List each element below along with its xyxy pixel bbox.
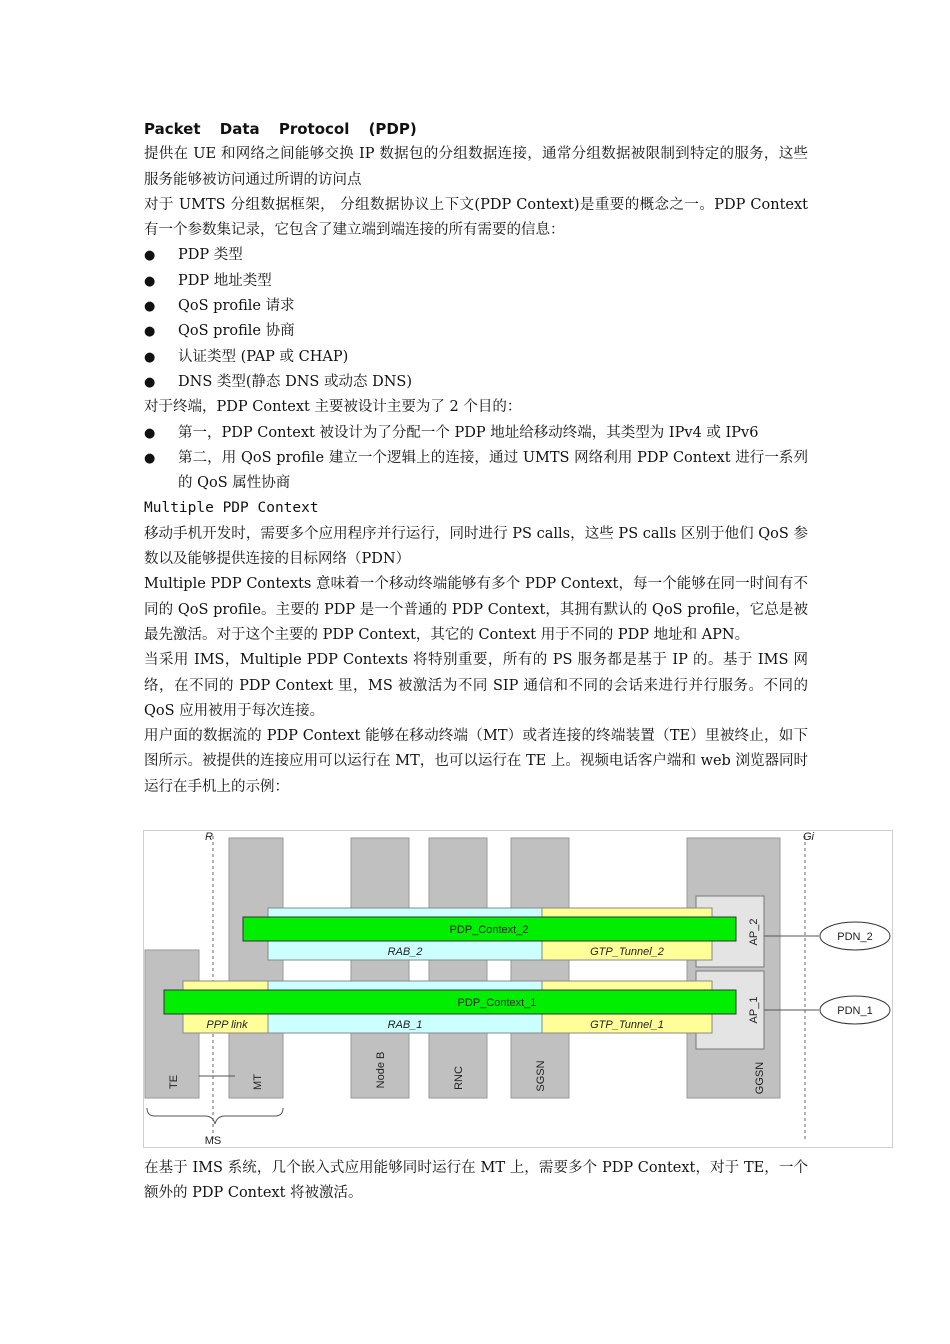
mt-node	[229, 838, 283, 1098]
subheading-multiple-pdp: Multiple PDP Context	[144, 500, 319, 517]
purpose-list	[144, 421, 808, 497]
paragraph-ps-calls: 移动手机开发时，需要多个应用程序并行运行，同时进行 PS calls，这些 PS calls 区别于他们 QoS 参数以及能够提供连接的目标网络（PDN）	[144, 525, 808, 568]
list-item: ● PDP 类型	[144, 243, 808, 268]
section-title: Packet Data Protocol (PDP)	[144, 120, 417, 138]
paragraph-ims: 当采用 IMS，Multiple PDP Contexts 将特别重要，所有的 PS 服务都是基于 IP 的。基于 IMS 网络，在不同的 PDP Context 里，MS 被激活为不同 SIP 通信和不同的会话来进行并行服务。不同的 QoS 应用被用于每次连接。	[144, 652, 808, 719]
bullet-icon: ●	[144, 248, 156, 264]
nodeb-label: Node B	[375, 1051, 387, 1089]
bullet-icon: ●	[144, 425, 156, 441]
list-item: ● QoS profile 协商	[144, 319, 808, 344]
mt-label: MT	[252, 1074, 264, 1090]
interface-r-label: R	[205, 831, 213, 843]
ggsn-node	[687, 838, 780, 1098]
sgsn-node	[511, 838, 569, 1098]
parameter-list	[144, 243, 808, 395]
ms-label: MS	[204, 1135, 222, 1147]
gtp2-label: GTP_Tunnel_2	[590, 946, 664, 958]
list-item: ● QoS profile 请求	[144, 294, 808, 319]
te-label: TE	[168, 1074, 180, 1090]
bullet-icon: ●	[144, 299, 156, 315]
pdp-context-1-bar	[164, 990, 736, 1014]
bullet-icon: ●	[144, 374, 156, 390]
list-item: ● PDP 地址类型	[144, 269, 808, 294]
ggsn-label: GGSN	[754, 1061, 766, 1095]
ap2-label: AP_2	[748, 918, 760, 946]
bullet-icon: ●	[144, 349, 156, 365]
rnc-node	[429, 838, 487, 1098]
ppp-link-label: PPP link	[206, 1019, 248, 1031]
list-item: ● 第二，用 QoS profile 建立一个逻辑上的连接，通过 UMTS 网络利用 PDP Context 进行一系列的 QoS 属性协商	[144, 446, 808, 497]
rab1-label: RAB_1	[387, 1019, 423, 1031]
paragraph-purposes: 对于终端，PDP Context 主要被设计主要为了 2 个目的：	[144, 399, 522, 416]
paragraph-intro: 提供在 UE 和网络之间能够交换 IP 数据包的分组数据连接，通常分组数据被限制到特定的服务，这些服务能够被访问通过所谓的访问点	[144, 146, 808, 188]
rnc-label: RNC	[453, 1066, 465, 1090]
bullet-icon: ●	[144, 450, 156, 466]
pdn1-label: PDN_1	[837, 1005, 873, 1017]
list-item: ● DNS 类型(静态 DNS 或动态 DNS)	[144, 370, 808, 395]
list-item: ● 第一，PDP Context 被设计为了分配一个 PDP 地址给移动终端，其类型为 IPv4 或 IPv6	[144, 421, 808, 446]
ap1-label: AP_1	[748, 996, 760, 1024]
pdp-context-diagram	[143, 830, 893, 1148]
pdn2-label: PDN_2	[837, 931, 873, 943]
paragraph-user-plane: 用户面的数据流的 PDP Context 能够在移动终端（MT）或者连接的终端装置（TE）里被终止，如下图所示。被提供的连接应用可以运行在 MT，也可以运行在 TE 上。视频电话客户端和 web 浏览器同时运行在手机上的示例：	[144, 728, 808, 795]
pdp-context-1-label: PDP_Context_1	[457, 997, 537, 1009]
paragraph-ims-system: 在基于 IMS 系统，几个嵌入式应用能够同时运行在 MT 上，需要多个 PDP Context，对于 TE，一个额外的 PDP Context 将被激活。	[144, 1160, 808, 1202]
bullet-icon: ●	[144, 273, 156, 289]
interface-gi-label: Gi	[803, 831, 814, 843]
rab2-label: RAB_2	[387, 946, 423, 958]
bullet-icon: ●	[144, 324, 156, 340]
sgsn-label: SGSN	[535, 1060, 547, 1092]
gtp1-label: GTP_Tunnel_1	[590, 1019, 664, 1031]
paragraph-umts: 对于 UMTS 分组数据框架， 分组数据协议上下文(PDP Context)是重要的概念之一。PDP Context 有一个参数集记录，它包含了建立端到端连接的所有需要的信息：	[144, 196, 808, 239]
closing-text	[144, 1156, 808, 1207]
pdp-context-2-label: PDP_Context_2	[449, 924, 529, 936]
body-text	[144, 117, 808, 800]
paragraph-multiple-contexts: Multiple PDP Contexts 意味着一个移动终端能够有多个 PDP Context，每一个能够在同一时间有不同的 QoS profile。主要的 PDP 是一个普通的 PDP Context，其拥有默认的 QoS profile，它总是被最先激活。对于这个主要的 PDP Context，其它的 Context 用于不同的 PDP 地址和 APN。	[144, 576, 808, 643]
list-item: ● 认证类型 (PAP 或 CHAP)	[144, 345, 808, 370]
